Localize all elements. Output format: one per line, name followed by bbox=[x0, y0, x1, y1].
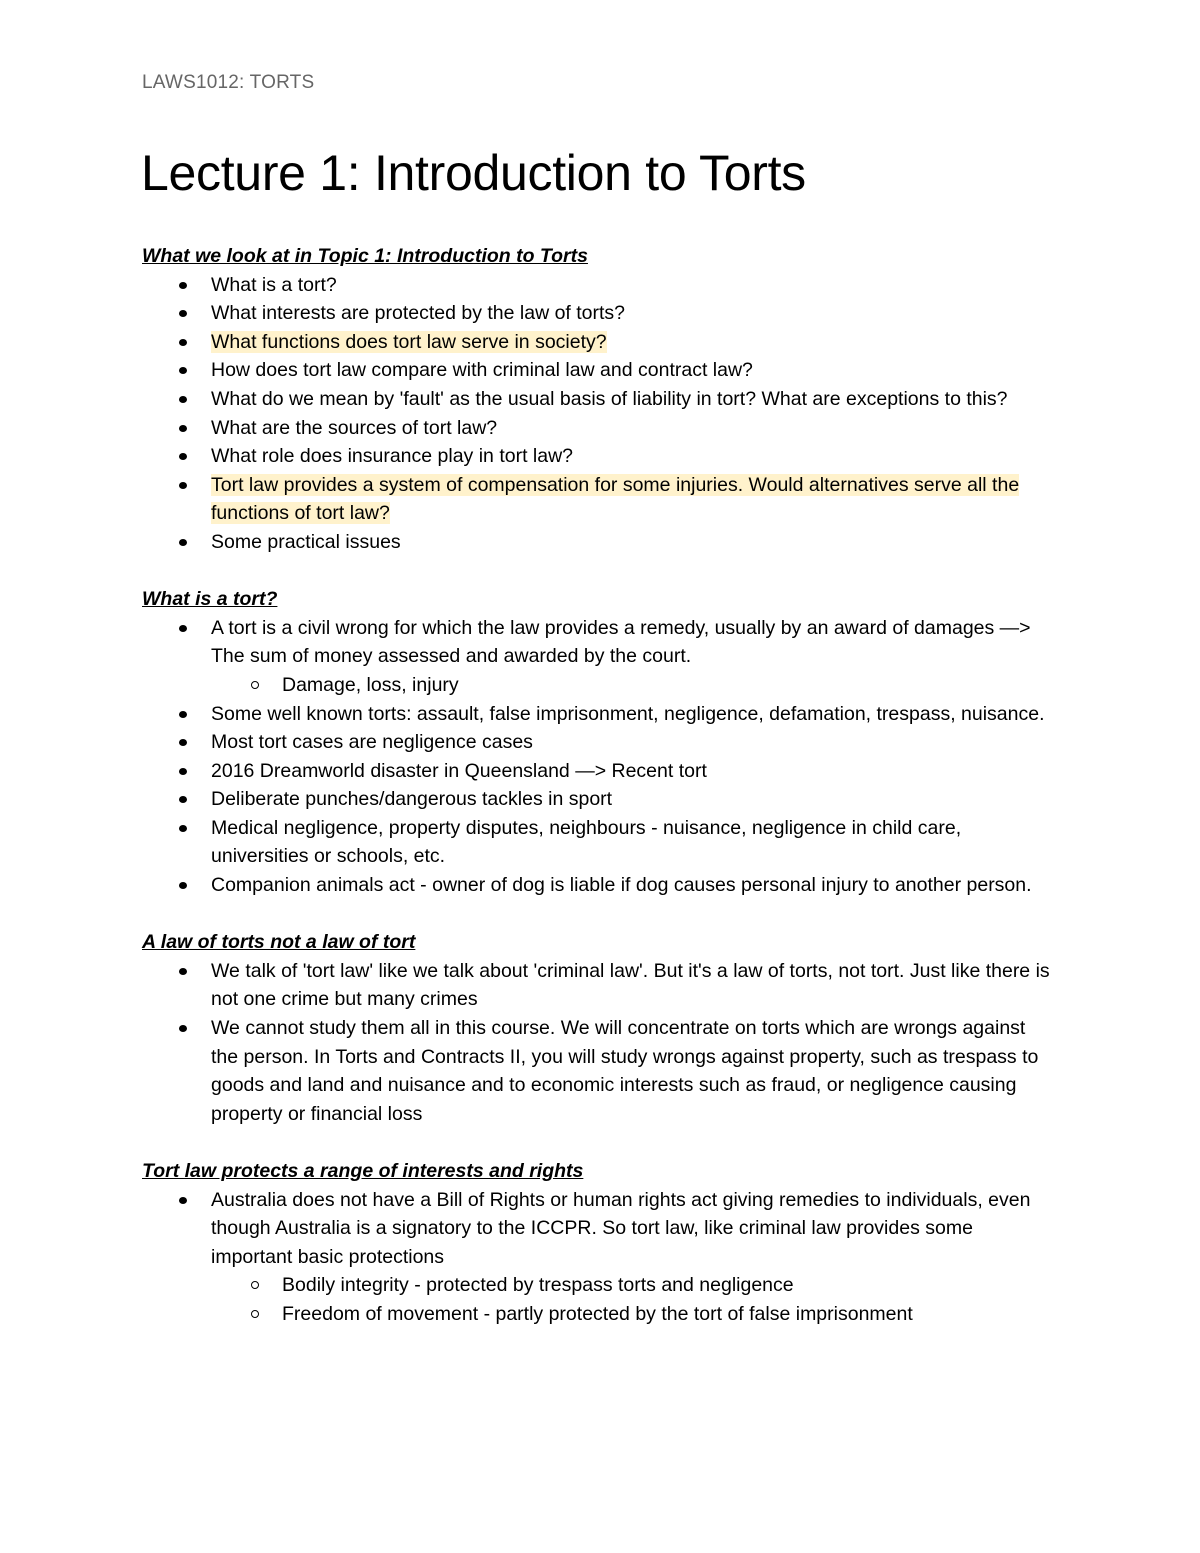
hollow-bullet-icon bbox=[251, 1310, 259, 1318]
sub-list-item bbox=[211, 1300, 1052, 1329]
bullet-list bbox=[142, 1186, 1052, 1329]
bullet-icon bbox=[179, 711, 187, 718]
bullet-icon bbox=[179, 339, 187, 346]
bullet-icon bbox=[179, 453, 187, 460]
section-topic-overview bbox=[142, 242, 1052, 557]
list-item-text: Deliberate punches/dangerous tackles in sport bbox=[211, 788, 613, 811]
list-item bbox=[142, 728, 1052, 757]
sub-list-item-text: Freedom of movement - partly protected by the tort of false imprisonment bbox=[282, 1302, 913, 1325]
list-item-text: What are the sources of tort law? bbox=[211, 416, 498, 439]
list-item-text: A tort is a civil wrong for which the law provides a remedy, usually by an award of damages —> The sum of money assessed and awarded by the court. bbox=[211, 616, 1031, 668]
bullet-icon bbox=[179, 367, 187, 374]
list-item-text: What functions does tort law serve in society? bbox=[211, 330, 607, 353]
bullet-icon bbox=[179, 768, 187, 775]
section-heading: A law of torts not a law of tort bbox=[142, 931, 416, 954]
list-item-text: Most tort cases are negligence cases bbox=[211, 731, 533, 754]
bullet-list bbox=[142, 614, 1052, 900]
sub-list-item-text: Damage, loss, injury bbox=[282, 673, 459, 696]
bullet-icon bbox=[179, 825, 187, 832]
hollow-bullet-icon bbox=[251, 681, 259, 689]
list-item-text: 2016 Dreamworld disaster in Queensland —> Recent tort bbox=[211, 759, 707, 782]
list-item bbox=[142, 700, 1052, 729]
list-item-highlighted bbox=[142, 471, 1052, 528]
list-item bbox=[142, 356, 1052, 385]
section-heading: Tort law protects a range of interests and rights bbox=[142, 1160, 584, 1182]
page-title: Lecture 1: Introduction to Torts bbox=[141, 145, 806, 201]
bullet-icon bbox=[179, 425, 187, 432]
list-item bbox=[142, 385, 1052, 414]
list-item-text: We cannot study them all in this course. We will concentrate on torts which are wrongs against the person. In Torts and Contracts II, you will study wrongs against property, such as trespass to goods and land and nuisance and to economic interests such as fraud, or negligence causing property or financial loss bbox=[211, 1017, 1039, 1125]
list-item-text: Medical negligence, property disputes, neighbours - nuisance, negligence in child care, universities or schools, etc. bbox=[211, 816, 962, 868]
sub-list-item bbox=[211, 671, 1052, 700]
bullet-icon bbox=[179, 882, 187, 889]
list-item-text: Companion animals act - owner of dog is liable if dog causes personal injury to another person. bbox=[211, 874, 1032, 897]
section-law-of-torts bbox=[142, 928, 1052, 1128]
bullet-icon bbox=[179, 739, 187, 746]
list-item-text: Australia does not have a Bill of Rights or human rights act giving remedies to individuals, even though Australia is a signatory to the ICCPR. So tort law, like criminal law provides some important basic protections bbox=[211, 1188, 1031, 1268]
list-item-text: What is a tort? bbox=[211, 273, 337, 296]
sub-list-item-text: Bodily integrity - protected by trespass torts and negligence bbox=[282, 1274, 794, 1297]
list-item bbox=[142, 785, 1052, 814]
bullet-icon bbox=[179, 968, 187, 975]
list-item-text: Some well known torts: assault, false imprisonment, negligence, defamation, trespass, nuisance. bbox=[211, 702, 1045, 725]
list-item bbox=[142, 957, 1052, 1014]
list-item-highlighted bbox=[142, 328, 1052, 357]
bullet-icon bbox=[179, 482, 187, 489]
section-what-is-a-tort bbox=[142, 585, 1052, 900]
section-interests-and-rights bbox=[142, 1157, 1052, 1329]
sub-list-item bbox=[211, 1271, 1052, 1300]
bullet-icon bbox=[179, 625, 187, 632]
bullet-icon bbox=[179, 1197, 187, 1204]
hollow-bullet-icon bbox=[251, 1281, 259, 1289]
list-item-text: How does tort law compare with criminal law and contract law? bbox=[211, 359, 753, 382]
list-item-text: What do we mean by 'fault' as the usual basis of liability in tort? What are exceptions to this? bbox=[211, 387, 1008, 410]
list-item-text: Tort law provides a system of compensation for some injuries. Would alternatives serve all the functions of tort law? bbox=[211, 473, 1020, 525]
list-item bbox=[142, 757, 1052, 786]
bullet-icon bbox=[179, 539, 187, 546]
list-item bbox=[142, 414, 1052, 443]
list-item-text: What interests are protected by the law of torts? bbox=[211, 302, 626, 325]
bullet-icon bbox=[179, 1025, 187, 1032]
list-item bbox=[142, 871, 1052, 900]
list-item bbox=[142, 271, 1052, 300]
sub-bullet-list bbox=[211, 1271, 1052, 1328]
list-item-text: We talk of 'tort law' like we talk about 'criminal law'. But it's a law of torts, not tort. Just like there is not one crime but many crimes bbox=[211, 959, 1050, 1011]
bullet-list bbox=[142, 271, 1052, 557]
bullet-icon bbox=[179, 282, 187, 289]
bullet-list bbox=[142, 957, 1052, 1129]
list-item bbox=[142, 528, 1052, 557]
section-heading: What we look at in Topic 1: Introduction to Torts bbox=[142, 245, 588, 267]
list-item bbox=[142, 299, 1052, 328]
list-item bbox=[142, 614, 1052, 700]
section-heading: What is a tort? bbox=[142, 588, 278, 611]
document-body bbox=[142, 242, 1052, 1357]
bullet-icon bbox=[179, 310, 187, 317]
sub-bullet-list bbox=[211, 671, 1052, 700]
document-header: LAWS1012: TORTS bbox=[142, 72, 315, 93]
list-item bbox=[142, 814, 1052, 871]
list-item-text: Some practical issues bbox=[211, 530, 401, 553]
list-item bbox=[142, 1186, 1052, 1329]
list-item bbox=[142, 1014, 1052, 1128]
bullet-icon bbox=[179, 796, 187, 803]
bullet-icon bbox=[179, 396, 187, 403]
list-item bbox=[142, 442, 1052, 471]
list-item-text: What role does insurance play in tort law? bbox=[211, 445, 574, 468]
